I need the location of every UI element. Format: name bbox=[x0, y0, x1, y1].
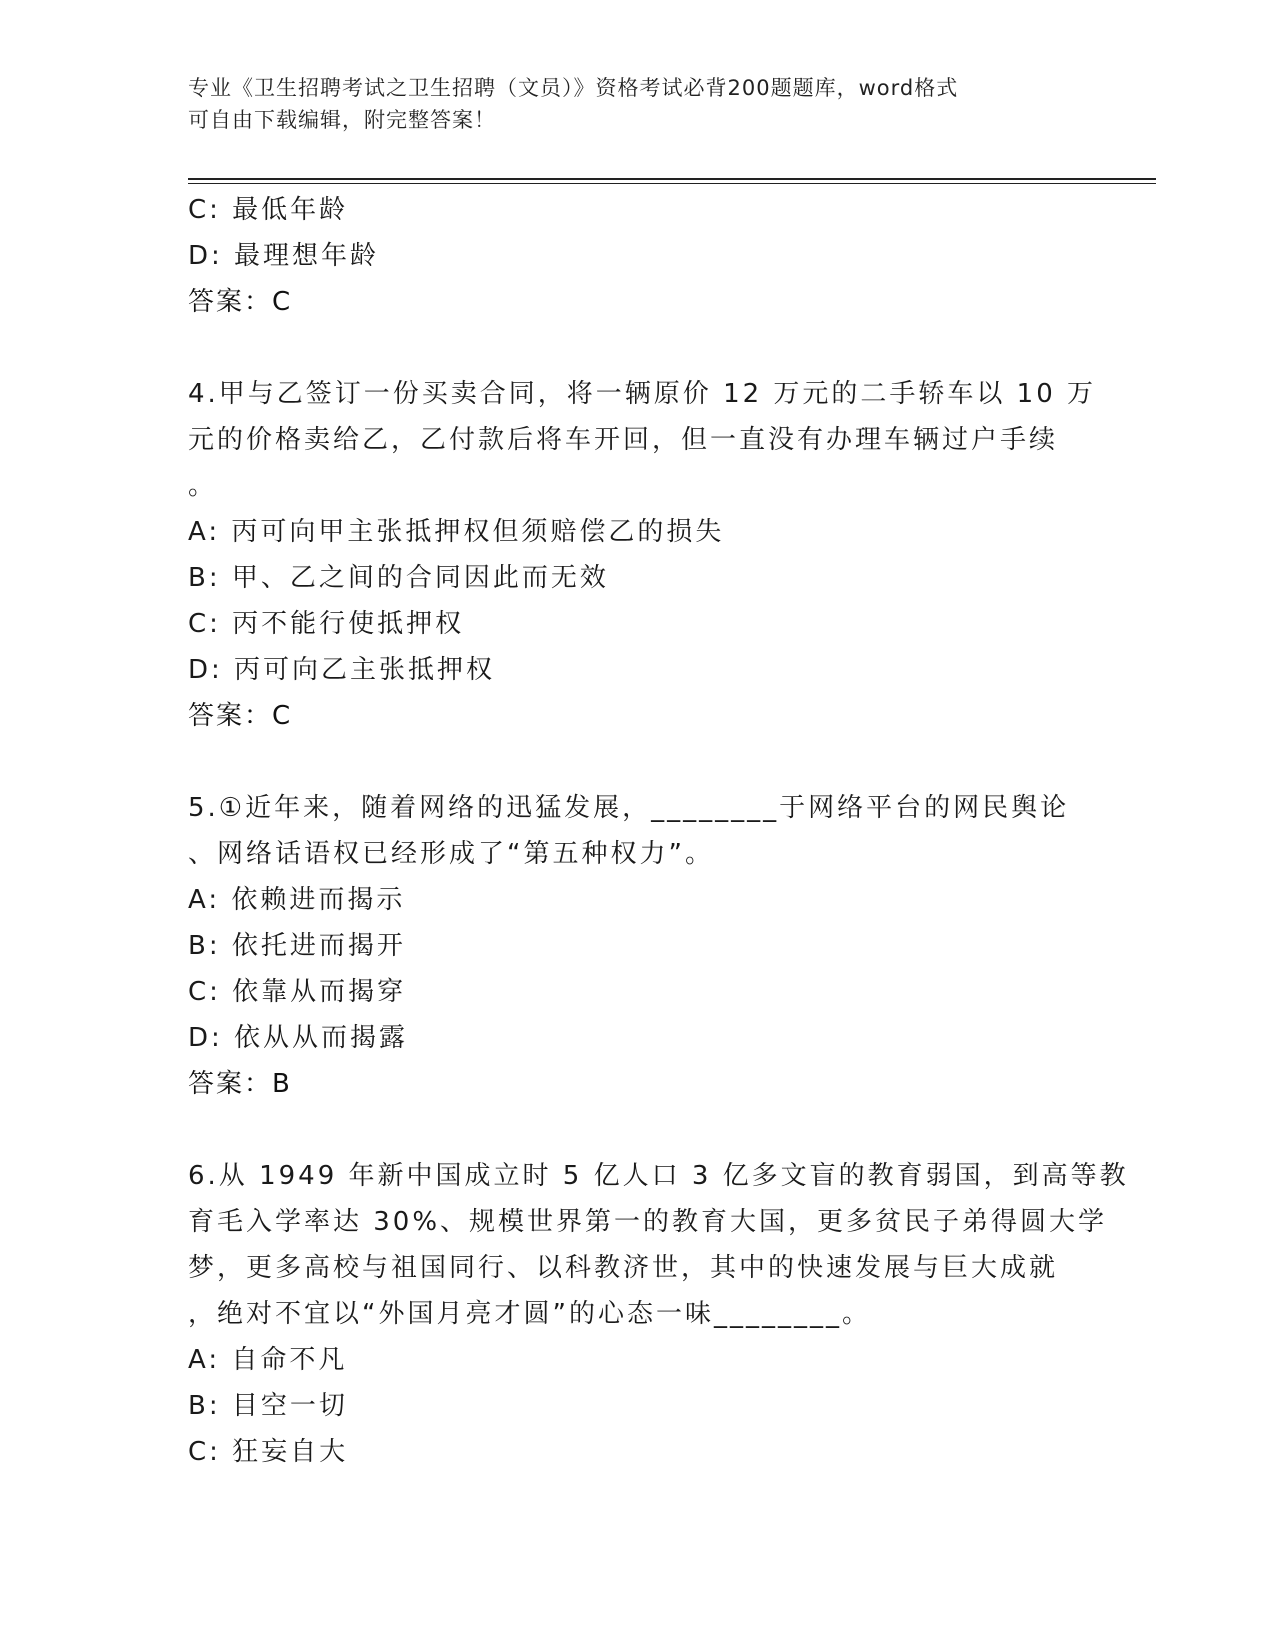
option-c: C: 依靠从而揭穿 bbox=[188, 977, 407, 1007]
question-text-line: 5.①近年来，随着网络的迅猛发展，________于网络平台的网民舆论 bbox=[188, 793, 1070, 823]
option-a: A: 自命不凡 bbox=[188, 1345, 348, 1375]
option-d: D: 丙可向乙主张抵押权 bbox=[188, 655, 496, 685]
answer-line: 答案：B bbox=[188, 1069, 292, 1099]
question-6 bbox=[188, 1153, 1129, 1475]
option-c: C: 最低年龄 bbox=[188, 195, 349, 225]
spacer bbox=[188, 1107, 1088, 1153]
document-body bbox=[188, 187, 1129, 1475]
question-text-line: 4.甲与乙签订一份买卖合同，将一辆原价 12 万元的二手轿车以 10 万 bbox=[188, 379, 1097, 409]
question-text-line: 梦，更多高校与祖国同行、以科教济世，其中的快速发展与巨大成就 bbox=[188, 1253, 1059, 1283]
header-line-1: 专业《卫生招聘考试之卫生招聘（文员）》资格考试必背200题题库，word格式 bbox=[188, 76, 959, 100]
option-a: A: 依赖进而揭示 bbox=[188, 885, 406, 915]
answer-line: 答案：C bbox=[188, 701, 293, 731]
question-5 bbox=[188, 785, 1088, 1107]
answer-line: 答案：C bbox=[188, 287, 293, 317]
question-4 bbox=[188, 371, 1097, 739]
option-d: D: 依从从而揭露 bbox=[188, 1023, 409, 1053]
question-text-line: ，绝对不宜以“外国月亮才圆”的心态一味________。 bbox=[188, 1299, 871, 1329]
option-b: B: 甲、乙之间的合同因此而无效 bbox=[188, 563, 609, 593]
option-b: B: 目空一切 bbox=[188, 1391, 348, 1421]
question-text-line: 、网络话语权已经形成了“第五种权力”。 bbox=[188, 839, 714, 869]
option-b: B: 依托进而揭开 bbox=[188, 931, 406, 961]
previous-question-tail bbox=[188, 187, 1088, 325]
header-line-2: 可自由下载编辑，附完整答案！ bbox=[188, 108, 496, 132]
question-text-line: 6.从 1949 年新中国成立时 5 亿人口 3 亿多文盲的教育弱国，到高等教 bbox=[188, 1161, 1129, 1191]
spacer bbox=[188, 739, 1088, 785]
question-text-line: 育毛入学率达 30%、规模世界第一的教育大国，更多贫民子弟得圆大学 bbox=[188, 1207, 1108, 1237]
option-a: A: 丙可向甲主张抵押权但须赔偿乙的损失 bbox=[188, 517, 725, 547]
header-rule-thick bbox=[188, 178, 1156, 180]
spacer bbox=[188, 325, 1088, 371]
document-header bbox=[188, 72, 1088, 136]
option-c: C: 丙不能行使抵押权 bbox=[188, 609, 465, 639]
header-rule-thin bbox=[188, 183, 1156, 184]
question-text-line: 。 bbox=[188, 471, 218, 501]
option-c: C: 狂妄自大 bbox=[188, 1437, 349, 1467]
option-d: D: 最理想年龄 bbox=[188, 241, 380, 271]
question-text-line: 元的价格卖给乙，乙付款后将车开回，但一直没有办理车辆过户手续 bbox=[188, 425, 1059, 455]
